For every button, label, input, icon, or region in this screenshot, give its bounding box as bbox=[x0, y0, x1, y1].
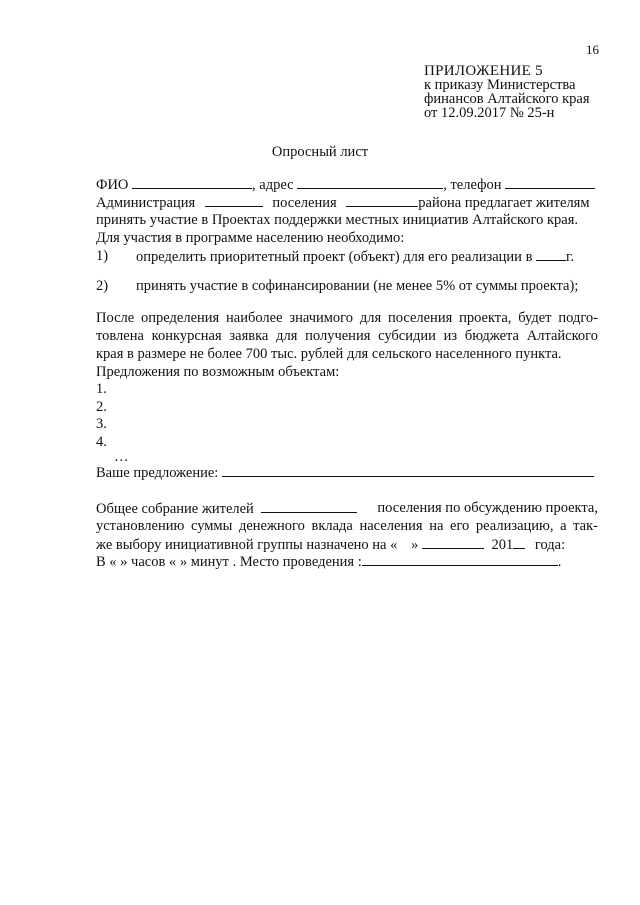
your-proposal-label: Ваше предложение: bbox=[96, 465, 219, 481]
admin-line bbox=[96, 194, 598, 212]
ellipsis: … bbox=[114, 449, 129, 465]
appendix-line: к приказу Министерства bbox=[424, 77, 576, 93]
condition-text: принять участие в софинансировании (не менее 5% от суммы проекта); bbox=[136, 278, 579, 294]
your-proposal-field[interactable] bbox=[222, 464, 594, 477]
condition-number: 1) bbox=[96, 248, 109, 264]
proposal-item: 2. bbox=[96, 399, 107, 415]
phone-label: , телефон bbox=[443, 177, 502, 193]
phone-field[interactable] bbox=[505, 176, 595, 189]
page-number: 16 bbox=[586, 42, 599, 57]
year-field[interactable] bbox=[536, 248, 566, 261]
meeting-year-field[interactable] bbox=[513, 536, 525, 549]
paragraph-line: края в размере не более 700 тыс. рублей для сельского населенного пункта. bbox=[96, 346, 562, 362]
meeting-line-3: же выбору инициативной группы назначено на « » 201 года: bbox=[96, 537, 566, 553]
admin-field[interactable] bbox=[205, 194, 263, 207]
settlement-field[interactable] bbox=[346, 194, 418, 207]
proposal-item: 3. bbox=[96, 416, 107, 432]
proposals-heading: Предложения по возможным объектам: bbox=[96, 364, 340, 380]
conditions-intro: Для участия в программе населению необходимо: bbox=[96, 230, 405, 246]
address-field[interactable] bbox=[297, 176, 443, 189]
meeting-month-field[interactable] bbox=[422, 536, 484, 549]
appendix-date: от 12.09.2017 № 25-н bbox=[424, 105, 555, 121]
meeting-line-2: установлению суммы денежного вклада населения на его реализацию, а так- bbox=[96, 518, 598, 534]
paragraph-line: товлена конкурсная заявка для получения субсидии из бюджета Алтайского bbox=[96, 328, 598, 344]
condition-2 bbox=[96, 278, 598, 296]
settlement-word: поселения bbox=[272, 195, 337, 211]
condition-1 bbox=[96, 248, 598, 266]
document-title: Опросный лист bbox=[271, 144, 369, 160]
appendix-title: ПРИЛОЖЕНИЕ 5 bbox=[424, 63, 543, 79]
admin-line-2: принять участие в Проектах поддержки местных инициатив Алтайского края. bbox=[96, 212, 579, 228]
admin-word: Администрация bbox=[96, 195, 196, 211]
proposal-item: 4. bbox=[96, 434, 107, 450]
fio-label: ФИО bbox=[96, 177, 129, 193]
meeting-settlement-field[interactable] bbox=[261, 500, 357, 513]
meeting-line-1: Общее собрание жителей поселения по обсуждению проекта, bbox=[96, 500, 598, 517]
contact-fields-line bbox=[96, 176, 598, 194]
paragraph-line: После определения наиболее значимого для поселения проекта, будет подго- bbox=[96, 310, 598, 326]
meeting-line-4: В « » часов « » минут . Место проведения : . bbox=[96, 554, 562, 570]
proposal-item: 1. bbox=[96, 381, 107, 397]
address-label: , адрес bbox=[252, 177, 294, 193]
your-proposal-line bbox=[96, 464, 598, 482]
meeting-place-field[interactable] bbox=[362, 553, 558, 566]
appendix-header bbox=[424, 64, 590, 120]
condition-number: 2) bbox=[96, 278, 109, 294]
condition-text: определить приоритетный проект (объект) для его реализации в г. bbox=[136, 249, 574, 265]
fio-field[interactable] bbox=[132, 176, 252, 189]
appendix-line: финансов Алтайского края bbox=[424, 91, 590, 107]
district-text: района предлагает жителям bbox=[418, 195, 590, 211]
